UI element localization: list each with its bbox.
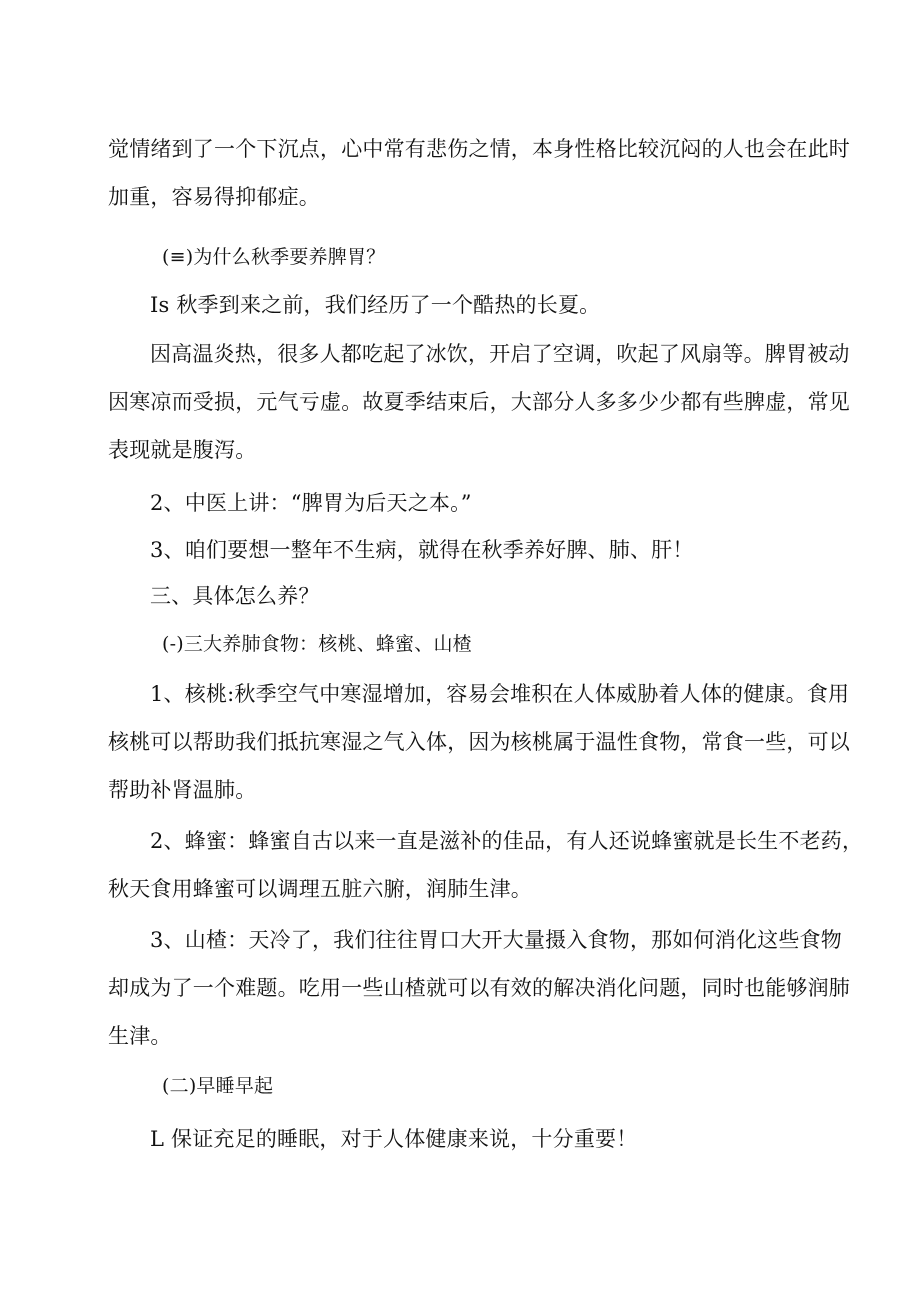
subsection-heading-sleep: (二)早睡早起: [162, 1075, 274, 1097]
text-line: L 保证充足的睡眠，对于人体健康来说，十分重要！: [150, 1127, 638, 1151]
subsection-heading-foods: (-)三大养肺食物：核桃、蜂蜜、山楂: [162, 633, 472, 655]
text-line-continuation: 觉情绪到了一个下沉点，心中常有悲伤之情，本身性格比较沉闷的人也会在此时: [108, 137, 850, 161]
text-line: 2、蜂蜜：蜂蜜自古以来一直是滋补的佳品，有人还说蜂蜜就是长生不老药，: [150, 829, 864, 853]
text-line: 核桃可以帮助我们抵抗寒湿之气入体，因为核桃属于温性食物，常食一些，可以: [108, 730, 850, 754]
text-line: 秋天食用蜂蜜可以调理五脏六腑，润肺生津。: [108, 877, 532, 901]
text-line: 因寒凉而受损，元气亏虚。故夏季结束后，大部分人多多少少都有些脾虚，常见: [108, 390, 850, 414]
text-line: Is 秋季到来之前，我们经历了一个酷热的长夏。: [150, 293, 601, 317]
text-line: 因高温炎热，很多人都吃起了冰饮，开启了空调，吹起了风扇等。脾胃被动: [150, 342, 850, 366]
text-line: 帮助补肾温肺。: [108, 778, 257, 802]
text-line: 表现就是腹泻。: [108, 438, 257, 462]
text-line: 加重，容易得抑郁症。: [108, 185, 320, 209]
text-line: 2、中医上讲：“脾胃为后天之本。”: [150, 491, 472, 515]
section-heading-spleen: (≡)为什么秋季要养脾胃？: [162, 246, 386, 268]
text-line: 生津。: [108, 1024, 172, 1048]
text-line: 1、核桃:秋季空气中寒湿增加，容易会堆积在人体威胁着人体的健康。食用: [150, 682, 850, 706]
text-line: 3、山楂：天冷了，我们往往胃口大开大量摄入食物，那如何消化这些食物: [150, 928, 842, 952]
text-line: 却成为了一个难题。吃用一些山楂就可以有效的解决消化问题，同时也能够润肺: [108, 976, 850, 1000]
section-heading-how: 三、具体怎么养？: [150, 584, 320, 608]
text-line: 3、咱们要想一整年不生病，就得在秋季养好脾、肺、肝！: [150, 538, 694, 562]
